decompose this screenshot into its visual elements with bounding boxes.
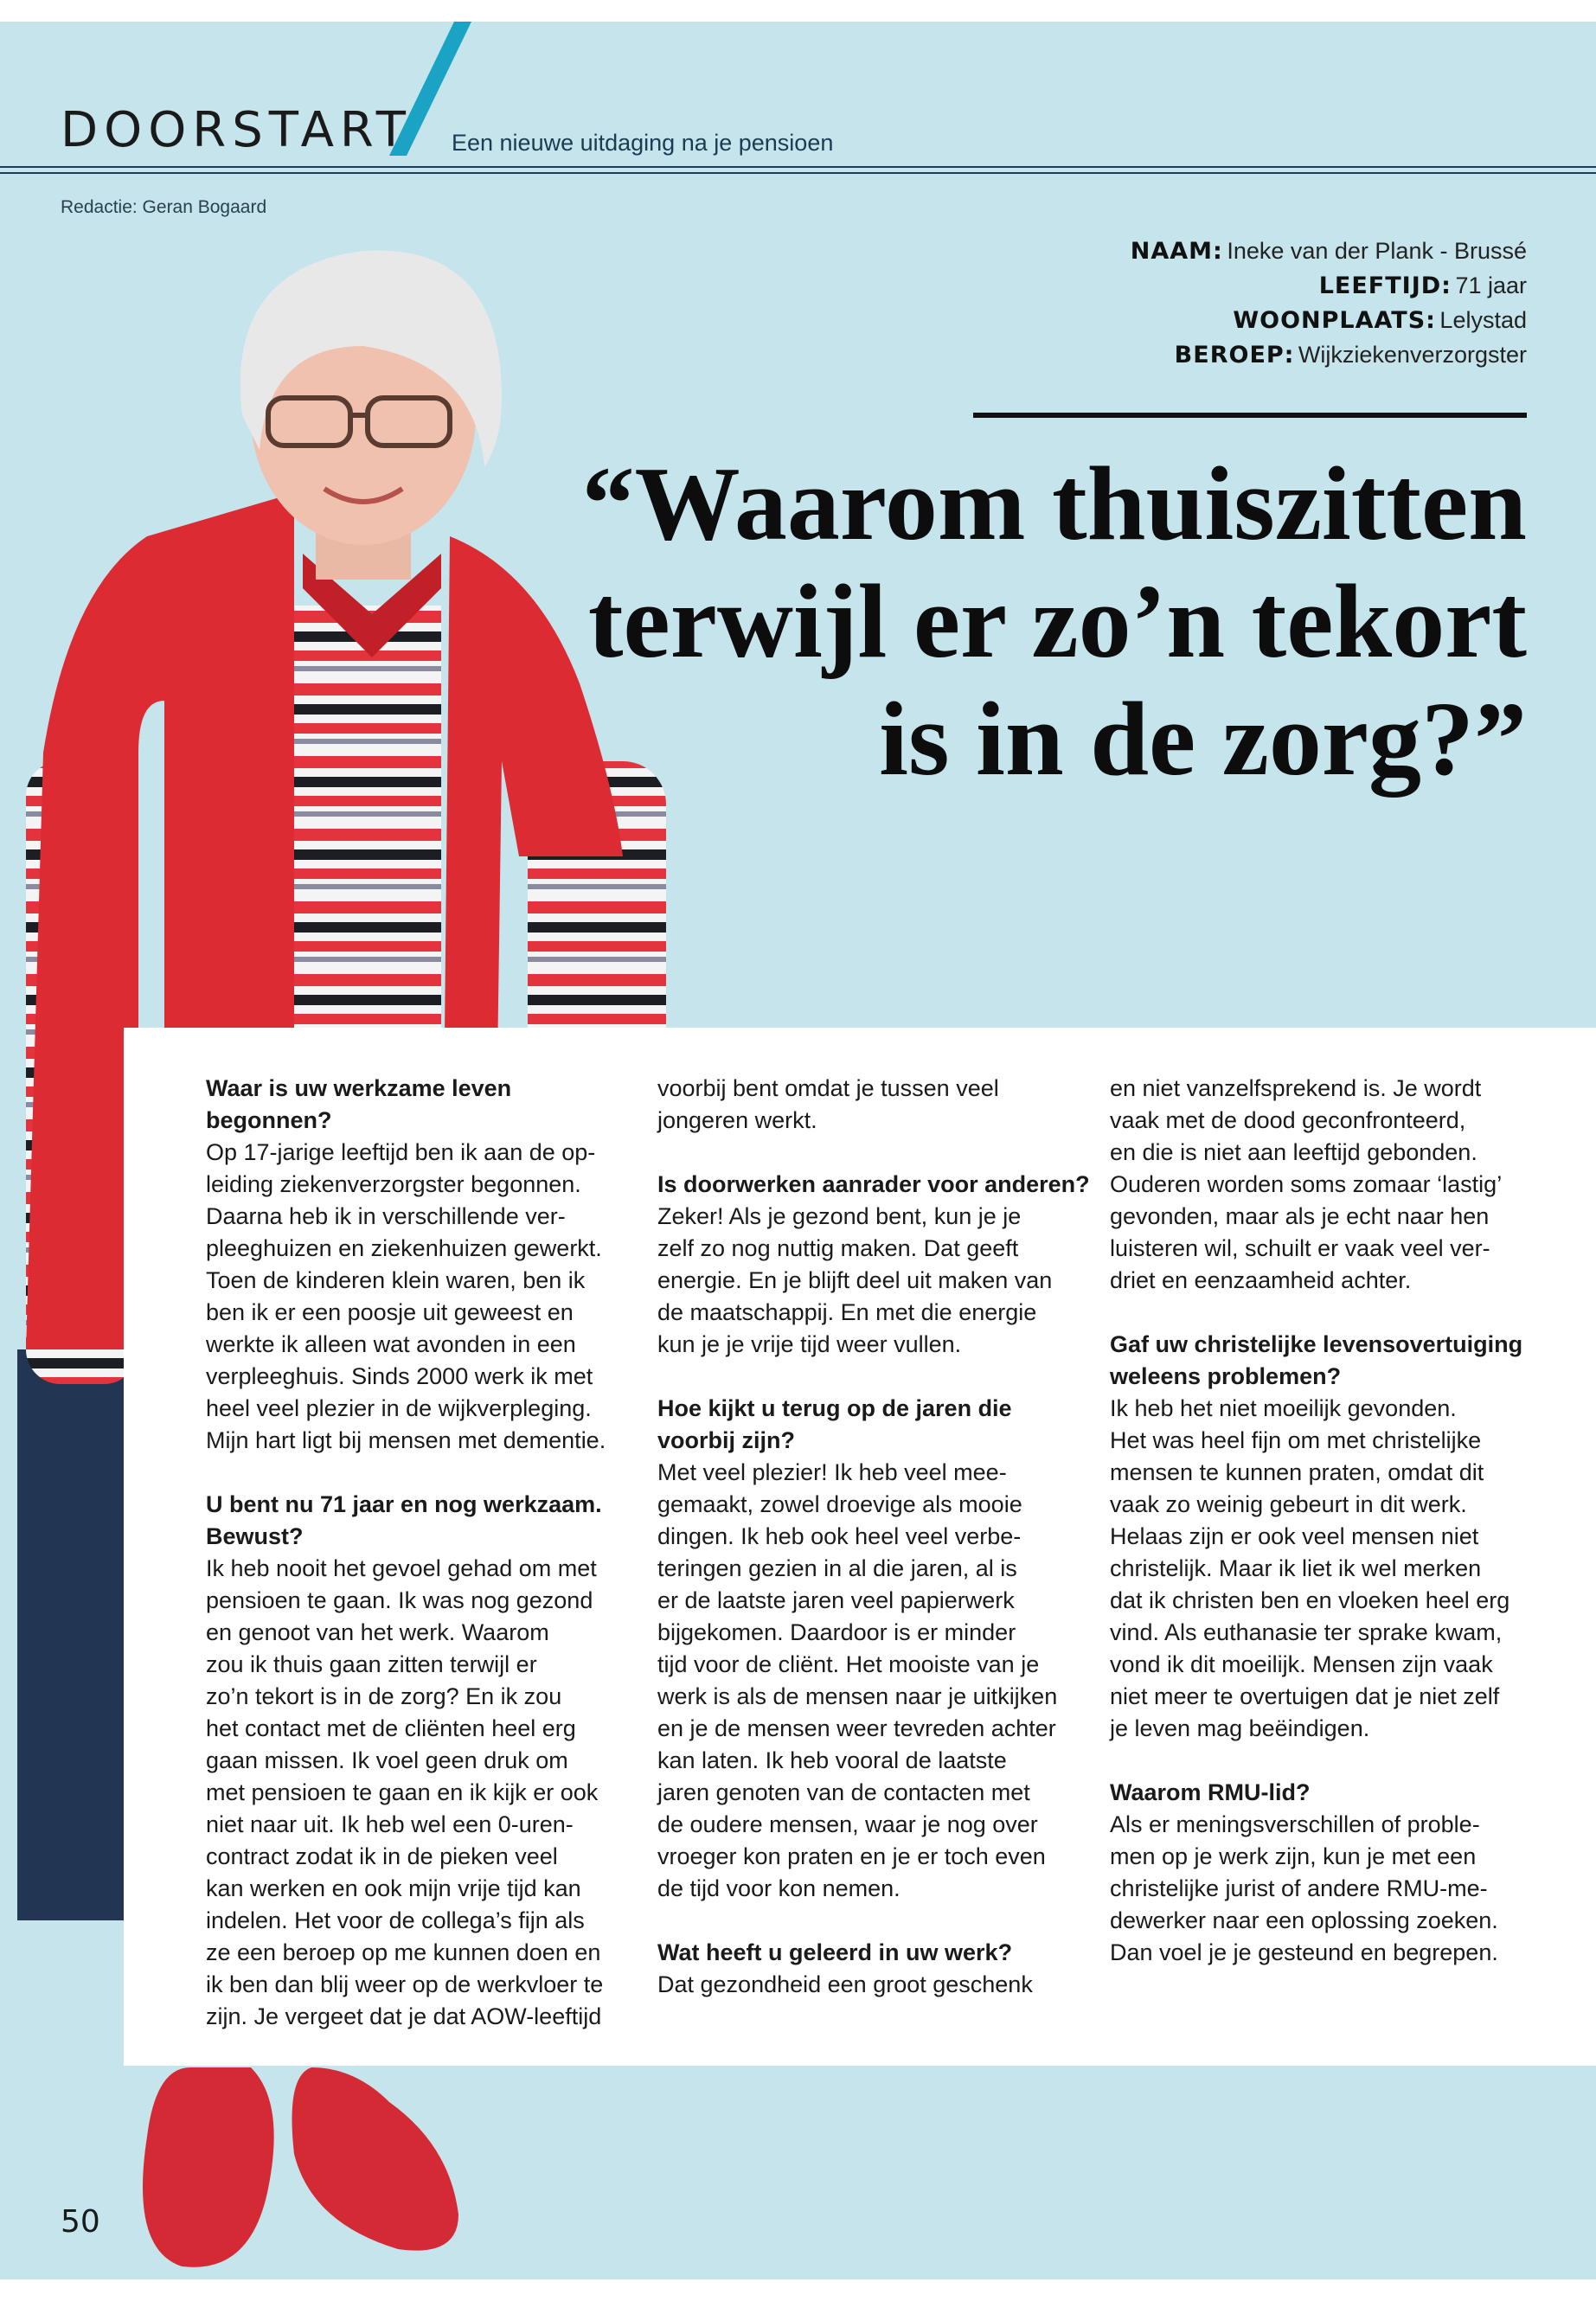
interview-answer-line: indelen. Het voor de collega’s fijn als <box>206 1907 585 1933</box>
paragraph-gap <box>206 1457 638 1489</box>
profile-name-row <box>1131 234 1527 268</box>
profile-occupation-row <box>1131 337 1527 372</box>
profile-age-label: LEEFTIJD: <box>1318 272 1452 299</box>
interview-answer-line: bijgekomen. Daardoor is er minder <box>657 1619 1016 1645</box>
interview-answer-line: voorbij bent omdat je tussen veel <box>657 1075 999 1101</box>
article-column-2 <box>657 1073 1090 2001</box>
headline-line: terwijl er zo’n tekort <box>587 563 1527 680</box>
interview-answer-line: niet meer te overtuigen dat je niet zelf <box>1110 1683 1500 1709</box>
interview-answer-line: verpleeghuis. Sinds 2000 werk ik met <box>206 1363 593 1389</box>
profile-divider <box>973 413 1527 418</box>
profile-residence-label: WOONPLAATS: <box>1233 307 1436 334</box>
interview-answer-line: kan laten. Ik heb vooral de laatste <box>657 1747 1007 1773</box>
profile-age: 71 jaar <box>1455 272 1527 298</box>
interview-question: U bent nu 71 jaar en nog werkzaam. <box>206 1491 602 1517</box>
interview-answer-line: werk is als de mensen naar je uitkijken <box>657 1683 1058 1709</box>
interview-question: Waarom RMU-lid? <box>1110 1779 1311 1805</box>
editor-credit: Redactie: Geran Bogaard <box>61 197 267 217</box>
section-title: DOORSTART <box>61 102 412 158</box>
interview-answer-line: gaan missen. Ik voel geen druk om <box>206 1747 568 1773</box>
interview-question: Wat heeft u geleerd in uw werk? <box>657 1939 1013 1965</box>
interview-answer-line: ik ben dan blij weer op de werkvloer te <box>206 1971 604 1997</box>
article-column-3 <box>1110 1073 1542 1969</box>
interview-answer-line: en genoot van het werk. Waarom <box>206 1619 549 1645</box>
interview-answer-line: gevonden, maar als je echt naar hen <box>1110 1203 1490 1229</box>
interview-answer-line: en je de mensen weer tevreden achter <box>657 1715 1056 1741</box>
interview-answer-line: teringen gezien in al die jaren, al is <box>657 1555 1017 1581</box>
interview-answer-line: Dat gezondheid een groot geschenk <box>657 1971 1033 1997</box>
interview-answer-line: vind. Als euthanasie ter sprake kwam, <box>1110 1619 1503 1645</box>
profile-occupation: Wijkziekenverzorgster <box>1298 342 1527 368</box>
section-subtitle: Een nieuwe uitdaging na je pensioen <box>452 130 834 156</box>
interview-answer-line: Ik heb het niet moeilijk gevonden. <box>1110 1395 1457 1421</box>
interview-answer-line: driet en eenzaamheid achter. <box>1110 1267 1412 1293</box>
interview-answer-line: christelijk. Maar ik liet ik wel merken <box>1110 1555 1482 1581</box>
interview-answer-line: werkte ik alleen wat avonden in een <box>206 1331 576 1357</box>
interview-answer-line: Mijn hart ligt bij mensen met dementie. <box>206 1427 606 1453</box>
interview-answer-line: dingen. Ik heb ook heel veel verbe- <box>657 1523 1022 1549</box>
interview-answer-line: vond ik dit moeilijk. Mensen zijn vaak <box>1110 1651 1493 1677</box>
interview-answer-line: jongeren werkt. <box>657 1107 817 1133</box>
interview-answer-line: zelf zo nog nuttig maken. Dat geeft <box>657 1235 1019 1261</box>
interview-answer-line: dewerker naar een oplossing zoeken. <box>1110 1907 1498 1933</box>
interview-answer-line: de tijd voor kon nemen. <box>657 1875 901 1901</box>
interview-answer-line: Helaas zijn er ook veel mensen niet <box>1110 1523 1479 1549</box>
interview-answer-line: zijn. Je vergeet dat je dat AOW-leeftijd <box>206 2003 602 2029</box>
interview-answer-line: pensioen te gaan. Ik was nog gezond <box>206 1587 593 1613</box>
interview-answer-line: en niet vanzelfsprekend is. Je wordt <box>1110 1075 1482 1101</box>
profile-name: Ineke van der Plank - Brussé <box>1227 238 1527 264</box>
interview-answer-line: zou ik thuis gaan zitten terwijl er <box>206 1651 537 1677</box>
interview-question: Bewust? <box>206 1523 304 1549</box>
interview-answer-line: ze een beroep op me kunnen doen en <box>206 1939 601 1965</box>
interview-answer-line: christelijke jurist of andere RMU-me- <box>1110 1875 1488 1901</box>
profile-block <box>1131 234 1527 372</box>
interview-answer-line: Als er meningsverschillen of proble- <box>1110 1811 1480 1837</box>
interview-answer-line: en die is niet aan leeftijd gebonden. <box>1110 1139 1477 1165</box>
interview-answer-line: jaren genoten van de contacten met <box>657 1779 1030 1805</box>
interview-answer-line: tijd voor de cliënt. Het mooiste van je <box>657 1651 1040 1677</box>
headline-line: is in de zorg?” <box>879 681 1527 798</box>
interview-answer-line: energie. En je blijft deel uit maken van <box>657 1267 1053 1293</box>
interview-question: Gaf uw christelijke levensovertuiging <box>1110 1331 1523 1357</box>
interview-answer-line: mensen te kunnen praten, omdat dit <box>1110 1459 1484 1485</box>
headline-line: “Waarom thuiszitten <box>581 445 1527 562</box>
article-column-1 <box>206 1073 638 2033</box>
interview-answer-line: Op 17-jarige leeftijd ben ik aan de op- <box>206 1139 596 1165</box>
interview-answer-line: Toen de kinderen klein waren, ben ik <box>206 1267 586 1293</box>
profile-name-label: NAAM: <box>1130 238 1223 265</box>
paragraph-gap <box>657 1137 1090 1169</box>
interview-question: Is doorwerken aanrader voor anderen? <box>657 1171 1090 1197</box>
header-rule-secondary <box>0 172 1596 174</box>
interview-answer-line: Dan voel je je gesteund en begrepen. <box>1110 1939 1498 1965</box>
interview-answer-line: het contact met de cliënten heel erg <box>206 1715 576 1741</box>
interview-answer-line: er de laatste jaren veel papierwerk <box>657 1587 1015 1613</box>
interview-answer-line: luisteren wil, schuilt er vaak veel ver- <box>1110 1235 1490 1261</box>
interview-answer-line: men op je werk zijn, kun je met een <box>1110 1843 1477 1869</box>
interview-answer-line: vaak zo weinig gebeurt in dit werk. <box>1110 1491 1467 1517</box>
interview-answer-line: Daarna heb ik in verschillende ver- <box>206 1203 566 1229</box>
interview-answer-line: heel veel plezier in de wijkverpleging. <box>206 1395 592 1421</box>
interview-question: Hoe kijkt u terug op de jaren die <box>657 1395 1012 1421</box>
interview-answer-line: zo’n tekort is in de zorg? En ik zou <box>206 1683 562 1709</box>
paragraph-gap <box>657 1361 1090 1393</box>
interview-question: Waar is uw werkzame leven begonnen? <box>206 1075 512 1133</box>
header-rule <box>0 166 1596 168</box>
profile-residence-row <box>1131 303 1527 337</box>
interview-answer-line: je leven mag beëindigen. <box>1110 1715 1370 1741</box>
interview-answer-line: leiding ziekenverzorgster begonnen. <box>206 1171 581 1197</box>
interview-answer-line: de oudere mensen, waar je nog over <box>657 1811 1038 1837</box>
profile-residence: Lelystad <box>1439 307 1527 333</box>
interview-answer-line: gemaakt, zowel droevige als mooie <box>657 1491 1022 1517</box>
paragraph-gap <box>657 1905 1090 1937</box>
paragraph-gap <box>1110 1297 1542 1329</box>
page-number: 50 <box>61 2204 100 2240</box>
interview-answer-line: Het was heel fijn om met christelijke <box>1110 1427 1482 1453</box>
interview-question: weleens problemen? <box>1110 1363 1342 1389</box>
interview-answer-line: pleeghuizen en ziekenhuizen gewerkt. <box>206 1235 602 1261</box>
interview-answer-line: Zeker! Als je gezond bent, kun je je <box>657 1203 1022 1229</box>
interview-answer-line: Met veel plezier! Ik heb veel mee- <box>657 1459 1007 1485</box>
interview-answer-line: de maatschappij. En met die energie <box>657 1299 1037 1325</box>
interview-answer-line: niet naar uit. Ik heb wel een 0-uren- <box>206 1811 574 1837</box>
profile-occupation-label: BEROEP: <box>1174 342 1295 369</box>
interview-answer-line: dat ik christen ben en vloeken heel erg <box>1110 1587 1510 1613</box>
interview-answer-line: vaak met de dood geconfronteerd, <box>1110 1107 1466 1133</box>
interview-answer-line: kan werken en ook mijn vrije tijd kan <box>206 1875 581 1901</box>
interview-answer-line: met pensioen te gaan en ik kijk er ook <box>206 1779 599 1805</box>
interview-answer-line: kun je je vrije tijd weer vullen. <box>657 1331 962 1357</box>
interview-answer-line: contract zodat ik in de pieken veel <box>206 1843 558 1869</box>
interview-answer-line: vroeger kon praten en je er toch even <box>657 1843 1046 1869</box>
interview-answer-line: ben ik er een poosje uit geweest en <box>206 1299 574 1325</box>
interview-question: voorbij zijn? <box>657 1427 795 1453</box>
profile-age-row <box>1131 268 1527 303</box>
interview-answer-line: Ik heb nooit het gevoel gehad om met <box>206 1555 597 1581</box>
paragraph-gap <box>1110 1745 1542 1777</box>
interview-answer-line: Ouderen worden soms zomaar ‘lastig’ <box>1110 1171 1503 1197</box>
